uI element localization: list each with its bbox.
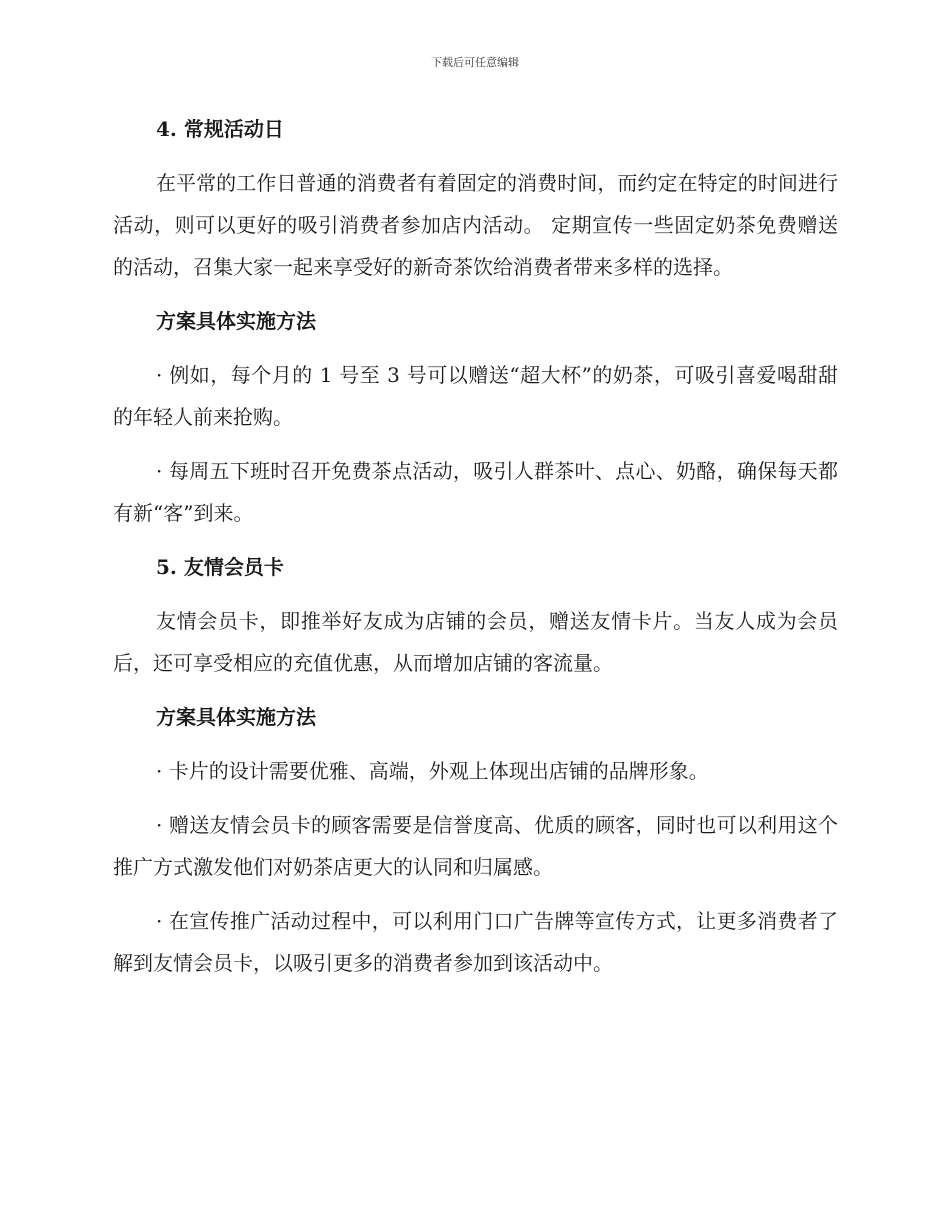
section-heading-implementation-method: 方案具体实施方法: [156, 705, 316, 729]
section-heading-regular-activity-day: 4. 常规活动日: [156, 117, 284, 141]
bullet-item: · 卡片的设计需要优雅、高端，外观上体现出店铺的品牌形象。: [156, 759, 709, 783]
bullet-item: · 例如，每个月的 1 号至 3 号可以赠送“超大杯”的奶茶，可吸引喜爱喝甜甜的年轻人前来抢购。: [113, 363, 838, 429]
section-heading-implementation-method: 方案具体实施方法: [156, 309, 316, 333]
section-heading-friendship-member-card: 5. 友情会员卡: [156, 555, 284, 579]
bullet-item: · 赠送友情会员卡的顾客需要是信誉度高、优质的顾客，同时也可以利用这个推广方式激发他们对奶茶店更大的认同和归属感。: [113, 813, 838, 879]
bullet-item: · 每周五下班时召开免费茶点活动，吸引人群茶叶、点心、奶酪，确保每天都有新“客”到来。: [113, 459, 838, 525]
bullet-item: · 在宣传推广活动过程中，可以利用门口广告牌等宣传方式，让更多消费者了解到友情会员卡，以吸引更多的消费者参加到该活动中。: [113, 909, 838, 975]
document-body: [113, 108, 838, 996]
page-header: 下载后可任意编辑: [431, 56, 519, 69]
paragraph-friendship-member-card: 友情会员卡，即推举好友成为店铺的会员，赠送友情卡片。当友人成为会员后，还可享受相应的充值优惠，从而增加店铺的客流量。: [113, 609, 838, 675]
paragraph-regular-activity-day: 在平常的工作日普通的消费者有着固定的消费时间，而约定在特定的时间进行活动，则可以更好的吸引消费者参加店内活动。 定期宣传一些固定奶茶免费赠送的活动，召集大家一起来享受好的新奇茶饮给消费者带来多样的选择。: [113, 171, 838, 279]
